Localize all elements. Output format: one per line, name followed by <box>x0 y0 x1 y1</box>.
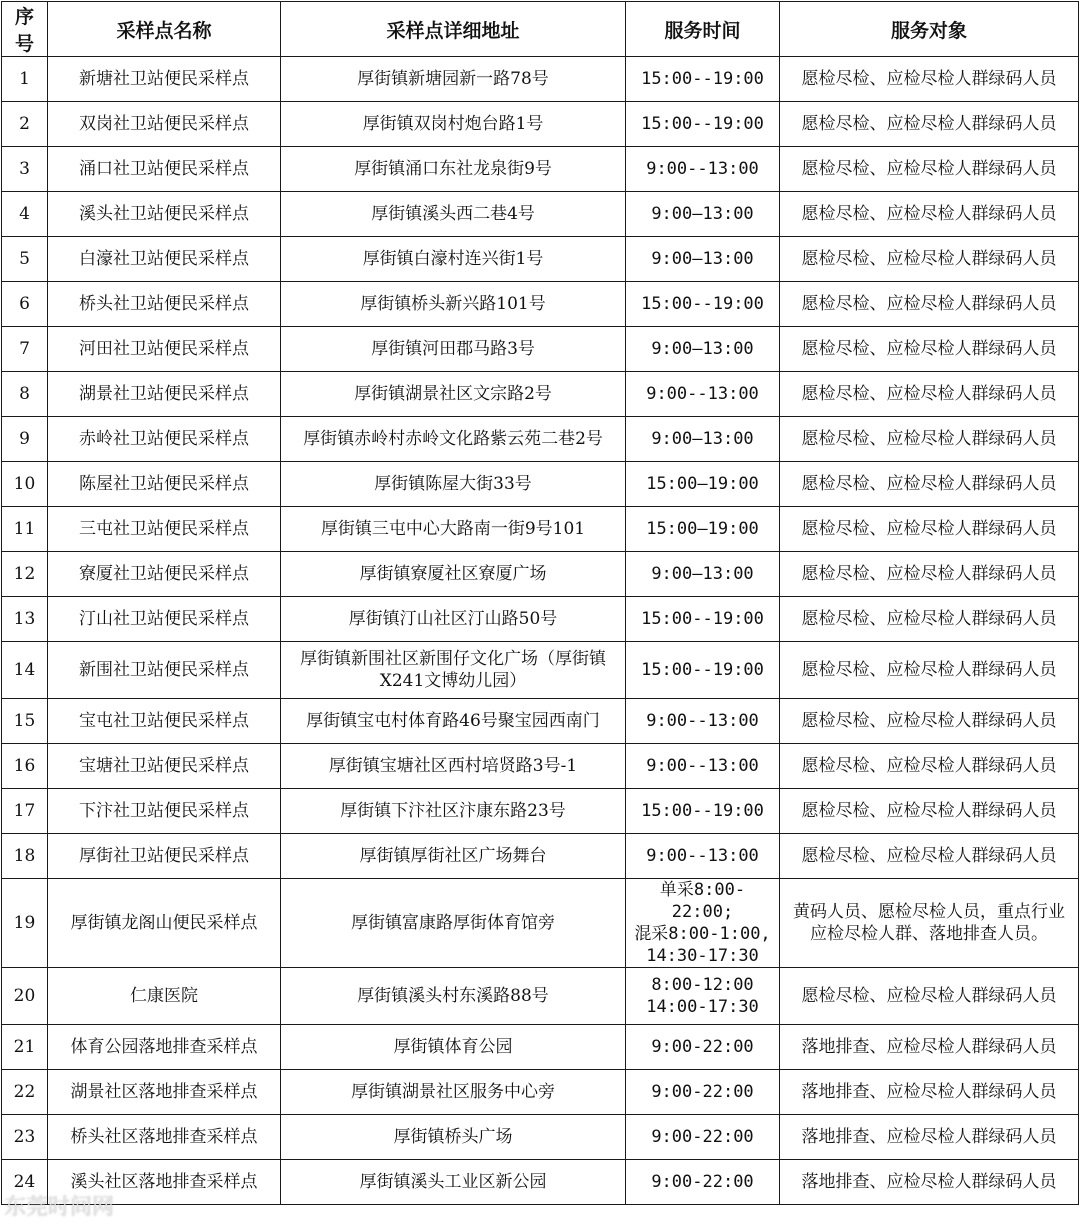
cell-service-target: 愿检尽检、应检尽检人群绿码人员 <box>780 744 1079 789</box>
cell-no: 15 <box>2 699 48 744</box>
cell-address: 厚街镇陈屋大街33号 <box>281 462 626 507</box>
cell-service-target-line: 应检尽检人群、落地排查人员。 <box>810 924 1048 944</box>
header-service-target: 服务对象 <box>780 2 1079 57</box>
cell-service-target: 愿检尽检、应检尽检人群绿码人员 <box>780 507 1079 552</box>
cell-address: 厚街镇溪头工业区新公园 <box>281 1160 626 1205</box>
cell-service-time-line: 14:30-17:30 <box>646 946 759 966</box>
table-row <box>2 744 1079 789</box>
cell-service-target: 愿检尽检、应检尽检人群绿码人员 <box>780 417 1079 462</box>
cell-no: 2 <box>2 102 48 147</box>
cell-address: 厚街镇湖景社区文宗路2号 <box>281 372 626 417</box>
table-body <box>2 57 1079 1205</box>
cell-service-target: 愿检尽检、应检尽检人群绿码人员 <box>780 552 1079 597</box>
cell-site-name: 溪头社区落地排查采样点 <box>48 1160 281 1205</box>
cell-service-time: 9:00—13:00 <box>626 237 780 282</box>
cell-no: 11 <box>2 507 48 552</box>
cell-service-time: 9:00--13:00 <box>626 699 780 744</box>
cell-address: 厚街镇宝屯村体育路46号聚宝园西南门 <box>281 699 626 744</box>
cell-site-name: 寮厦社卫站便民采样点 <box>48 552 281 597</box>
cell-site-name: 湖景社区落地排查采样点 <box>48 1070 281 1115</box>
cell-no: 19 <box>2 879 48 968</box>
table-row <box>2 57 1079 102</box>
cell-service-time: 15:00--19:00 <box>626 597 780 642</box>
cell-no: 8 <box>2 372 48 417</box>
cell-no: 18 <box>2 834 48 879</box>
table-row <box>2 372 1079 417</box>
cell-service-target: 落地排查、应检尽检人群绿码人员 <box>780 1115 1079 1160</box>
cell-no: 1 <box>2 57 48 102</box>
table-row <box>2 327 1079 372</box>
cell-address: 厚街镇下汴社区汴康东路23号 <box>281 789 626 834</box>
table-row <box>2 1025 1079 1070</box>
cell-site-name: 厚街镇龙阁山便民采样点 <box>48 879 281 968</box>
cell-service-time: 9:00--13:00 <box>626 834 780 879</box>
cell-no: 7 <box>2 327 48 372</box>
cell-address: 厚街镇赤岭村赤岭文化路紫云苑二巷2号 <box>281 417 626 462</box>
header-address: 采样点详细地址 <box>281 2 626 57</box>
cell-service-time: 9:00--13:00 <box>626 147 780 192</box>
cell-service-target-line: 黄码人员、愿检尽检人员，重点行业 <box>793 902 1065 922</box>
cell-service-time: 15:00--19:00 <box>626 642 780 699</box>
cell-site-name: 桥头社区落地排查采样点 <box>48 1115 281 1160</box>
cell-site-name: 河田社卫站便民采样点 <box>48 327 281 372</box>
table-row <box>2 1160 1079 1205</box>
cell-no: 16 <box>2 744 48 789</box>
cell-service-target <box>780 879 1079 968</box>
table-row <box>2 507 1079 552</box>
cell-site-name: 陈屋社卫站便民采样点 <box>48 462 281 507</box>
cell-address: 厚街镇河田郡马路3号 <box>281 327 626 372</box>
cell-service-time: 15:00--19:00 <box>626 789 780 834</box>
cell-no: 13 <box>2 597 48 642</box>
cell-service-time-line: 混采8:00-1:00, <box>634 924 771 944</box>
cell-service-target: 落地排查、应检尽检人群绿码人员 <box>780 1070 1079 1115</box>
cell-site-name: 白濠社卫站便民采样点 <box>48 237 281 282</box>
cell-no: 3 <box>2 147 48 192</box>
table-row <box>2 102 1079 147</box>
cell-service-time: 15:00--19:00 <box>626 102 780 147</box>
cell-service-time: 15:00--19:00 <box>626 57 780 102</box>
table-row <box>2 834 1079 879</box>
cell-service-time: 15:00—19:00 <box>626 507 780 552</box>
cell-site-name: 新塘社卫站便民采样点 <box>48 57 281 102</box>
table-row <box>2 699 1079 744</box>
cell-service-target: 愿检尽检、应检尽检人群绿码人员 <box>780 57 1079 102</box>
header-service-time: 服务时间 <box>626 2 780 57</box>
cell-service-target: 落地排查、应检尽检人群绿码人员 <box>780 1025 1079 1070</box>
cell-service-time-line: 14:00-17:30 <box>646 997 759 1017</box>
cell-service-time-line: 8:00-12:00 <box>651 975 754 995</box>
cell-site-name: 汀山社卫站便民采样点 <box>48 597 281 642</box>
table-row <box>2 1070 1079 1115</box>
cell-service-time: 9:00--13:00 <box>626 372 780 417</box>
cell-service-target: 愿检尽检、应检尽检人群绿码人员 <box>780 642 1079 699</box>
cell-site-name: 宝塘社卫站便民采样点 <box>48 744 281 789</box>
cell-site-name: 新围社卫站便民采样点 <box>48 642 281 699</box>
cell-address: 厚街镇新塘园新一路78号 <box>281 57 626 102</box>
cell-address: 厚街镇桥头新兴路101号 <box>281 282 626 327</box>
sampling-sites-table <box>1 1 1079 1205</box>
cell-address: 厚街镇富康路厚街体育馆旁 <box>281 879 626 968</box>
cell-address: 厚街镇溪头西二巷4号 <box>281 192 626 237</box>
table-row <box>2 789 1079 834</box>
cell-service-target: 愿检尽检、应检尽检人群绿码人员 <box>780 597 1079 642</box>
cell-service-target: 愿检尽检、应检尽检人群绿码人员 <box>780 372 1079 417</box>
cell-service-time: 9:00-22:00 <box>626 1070 780 1115</box>
cell-address: 厚街镇寮厦社区寮厦广场 <box>281 552 626 597</box>
cell-service-time: 9:00—13:00 <box>626 192 780 237</box>
cell-service-time <box>626 968 780 1025</box>
cell-service-time: 15:00—19:00 <box>626 462 780 507</box>
watermark: 东莞时间网 <box>4 1195 115 1220</box>
table-row <box>2 237 1079 282</box>
cell-site-name: 桥头社卫站便民采样点 <box>48 282 281 327</box>
cell-service-target: 愿检尽检、应检尽检人群绿码人员 <box>780 102 1079 147</box>
table-row <box>2 147 1079 192</box>
cell-address: 厚街镇汀山社区汀山路50号 <box>281 597 626 642</box>
cell-service-time: 9:00—13:00 <box>626 327 780 372</box>
cell-address: 厚街镇新围社区新围仔文化广场（厚街镇X241文博幼儿园） <box>281 642 626 699</box>
cell-service-target: 愿检尽检、应检尽检人群绿码人员 <box>780 834 1079 879</box>
table-row <box>2 462 1079 507</box>
cell-service-target: 愿检尽检、应检尽检人群绿码人员 <box>780 327 1079 372</box>
cell-no: 9 <box>2 417 48 462</box>
cell-service-target: 愿检尽检、应检尽检人群绿码人员 <box>780 462 1079 507</box>
cell-site-name: 仁康医院 <box>48 968 281 1025</box>
cell-service-time: 15:00--19:00 <box>626 282 780 327</box>
cell-no: 10 <box>2 462 48 507</box>
cell-service-time: 9:00-22:00 <box>626 1115 780 1160</box>
cell-no: 5 <box>2 237 48 282</box>
cell-site-name: 体育公园落地排查采样点 <box>48 1025 281 1070</box>
cell-no: 4 <box>2 192 48 237</box>
cell-site-name: 下汴社卫站便民采样点 <box>48 789 281 834</box>
cell-address: 厚街镇涌口东社龙泉街9号 <box>281 147 626 192</box>
table-row <box>2 192 1079 237</box>
cell-address: 厚街镇宝塘社区西村培贤路3号-1 <box>281 744 626 789</box>
cell-service-target: 愿检尽检、应检尽检人群绿码人员 <box>780 789 1079 834</box>
table-row <box>2 552 1079 597</box>
cell-address: 厚街镇桥头广场 <box>281 1115 626 1160</box>
cell-no: 14 <box>2 642 48 699</box>
cell-service-time-line: 单采8:00-22:00; <box>659 880 746 922</box>
cell-site-name: 涌口社卫站便民采样点 <box>48 147 281 192</box>
cell-service-target: 愿检尽检、应检尽检人群绿码人员 <box>780 699 1079 744</box>
cell-site-name: 赤岭社卫站便民采样点 <box>48 417 281 462</box>
cell-address: 厚街镇溪头村东溪路88号 <box>281 968 626 1025</box>
cell-address: 厚街镇白濠村连兴街1号 <box>281 237 626 282</box>
cell-address: 厚街镇湖景社区服务中心旁 <box>281 1070 626 1115</box>
cell-no: 17 <box>2 789 48 834</box>
table-row <box>2 1115 1079 1160</box>
cell-service-time: 9:00-22:00 <box>626 1160 780 1205</box>
cell-site-name: 溪头社卫站便民采样点 <box>48 192 281 237</box>
cell-address: 厚街镇三屯中心大路南一街9号101 <box>281 507 626 552</box>
cell-service-time: 9:00—13:00 <box>626 417 780 462</box>
cell-no: 20 <box>2 968 48 1025</box>
header-site-name: 采样点名称 <box>48 2 281 57</box>
cell-no: 24 <box>2 1160 48 1205</box>
table-row <box>2 879 1079 968</box>
cell-service-time <box>626 879 780 968</box>
table-row <box>2 417 1079 462</box>
cell-no: 6 <box>2 282 48 327</box>
table-row <box>2 282 1079 327</box>
cell-service-target: 愿检尽检、应检尽检人群绿码人员 <box>780 968 1079 1025</box>
cell-no: 21 <box>2 1025 48 1070</box>
table-row <box>2 597 1079 642</box>
cell-no: 23 <box>2 1115 48 1160</box>
cell-service-time: 9:00-22:00 <box>626 1025 780 1070</box>
cell-no: 12 <box>2 552 48 597</box>
cell-address: 厚街镇双岗村炮台路1号 <box>281 102 626 147</box>
cell-service-target: 愿检尽检、应检尽检人群绿码人员 <box>780 237 1079 282</box>
cell-address: 厚街镇厚街社区广场舞台 <box>281 834 626 879</box>
table-header-row <box>2 2 1079 57</box>
cell-service-target: 落地排查、应检尽检人群绿码人员 <box>780 1160 1079 1205</box>
cell-site-name: 湖景社卫站便民采样点 <box>48 372 281 417</box>
cell-service-time: 9:00--13:00 <box>626 744 780 789</box>
cell-address: 厚街镇体育公园 <box>281 1025 626 1070</box>
cell-site-name: 双岗社卫站便民采样点 <box>48 102 281 147</box>
table-row <box>2 968 1079 1025</box>
cell-service-time: 9:00—13:00 <box>626 552 780 597</box>
cell-site-name: 三屯社卫站便民采样点 <box>48 507 281 552</box>
cell-site-name: 厚街社卫站便民采样点 <box>48 834 281 879</box>
cell-no: 22 <box>2 1070 48 1115</box>
cell-service-target: 愿检尽检、应检尽检人群绿码人员 <box>780 282 1079 327</box>
cell-service-target: 愿检尽检、应检尽检人群绿码人员 <box>780 147 1079 192</box>
table-row <box>2 642 1079 699</box>
cell-service-target: 愿检尽检、应检尽检人群绿码人员 <box>780 192 1079 237</box>
header-no: 序号 <box>2 2 48 57</box>
cell-site-name: 宝屯社卫站便民采样点 <box>48 699 281 744</box>
